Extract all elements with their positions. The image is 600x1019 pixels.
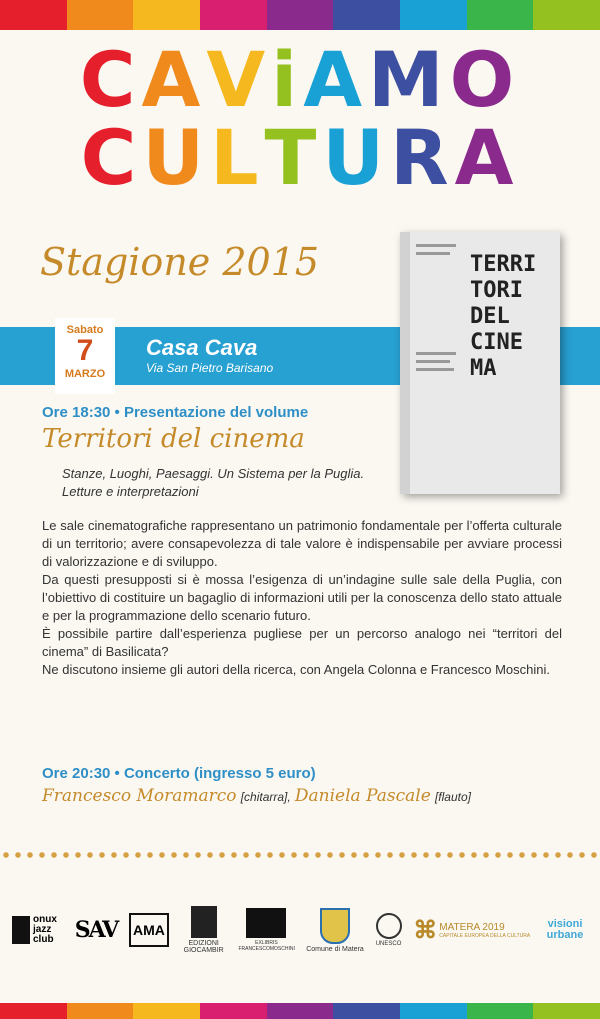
description-paragraph: Da questi presupposti si è mossa l’esigenza di un’indagine sulle sale della Puglia, con l’obiettivo di costituire un bagaglio di informazioni utili per la conoscenza dello stato attuale e per la programmazione dello scenario futuro. [42,572,562,623]
moschini-mark-icon [246,908,286,938]
title-letter: A [141,35,207,124]
title-letter: M [368,35,450,124]
onyx-logo-text: onux jazz club [33,914,57,945]
ama-logo-text: AMA [129,913,169,947]
comune-di-matera-logo [306,908,364,953]
title-letter: V [206,35,272,124]
venue-info [146,335,273,375]
book-subtitle-line1: Stanze, Luoghi, Paesaggi. Un Sistema per la Puglia. [62,466,365,481]
bottom-color-stripes [0,1003,600,1019]
book-cover-image [400,232,560,494]
ama-logo [129,913,169,947]
edizioni-logo [181,906,227,954]
sav-logo [75,917,117,943]
title-letter: C [79,35,142,124]
unesco-logo-text: UNESCO [375,941,402,947]
color-stripe [333,1003,400,1019]
book-cover-title-line: MA [470,356,497,381]
unesco-emblem-icon [376,913,402,939]
book-cover-title-line: CINE [470,330,523,355]
title-letter: U [322,113,391,202]
unesco-logo [376,913,402,947]
event-description [42,517,562,679]
title-letter: R [390,113,455,202]
title-letter: L [210,113,265,202]
visioni-logo-text: visioni urbane [546,918,584,941]
matera-logo-subtext: CAPITALE EUROPEA DELLA CULTURA [439,932,531,939]
moschini-logo [238,908,294,952]
color-stripe [267,1003,334,1019]
title-letter: O [449,35,521,124]
book-cover-title-line: DEL [470,304,510,329]
edizioni-logo-text: EDIZIONI GIOCAMBIR [183,940,224,954]
color-stripe [67,1003,134,1019]
book-title: Territori del cinema [42,424,305,454]
date-month: MARZO [64,368,106,380]
performer-instrument: [flauto] [434,790,471,804]
book-cover-text-block [416,352,456,355]
title-letter: T [264,113,323,202]
onyx-jazz-club-logo [12,915,63,945]
date-badge [55,318,115,394]
performer-name: Francesco Moramarco [42,786,237,806]
color-stripe [200,1003,267,1019]
color-stripe [533,1003,600,1019]
venue-address: Via San Pietro Barisano [146,361,274,375]
title-letter: i [271,35,304,124]
description-paragraph: Le sale cinematografiche rappresentano un patrimonio fondamentale per l’offerta culturale di un territorio; avere consapevolezza di tale valore è indispensabile per avviare processi di valorizzazione e di sviluppo. [42,518,562,569]
color-stripe [400,1003,467,1019]
title-caviamo [0,35,600,124]
book-cover-title [470,252,536,382]
performer-name: Daniela Pascale [294,786,431,806]
edizioni-mark-icon [191,906,217,938]
matera-mark-icon: ⌘ [413,916,438,944]
title-cultura [0,113,600,202]
description-paragraph: Ne discutono insieme gli autori della ricerca, con Angela Colonna e Francesco Moschini. [42,662,550,677]
performer-instrument: [chitarra], [240,790,291,804]
book-cover-title-line: TERRI [470,252,537,277]
date-day: 7 [76,334,94,367]
venue-name: Casa Cava [146,335,258,360]
book-cover-title-line: TORI [470,278,523,303]
sav-logo-text: SAV [74,917,118,943]
book-cover-text-block [416,368,454,371]
coat-of-arms-icon [320,908,350,944]
book-cover-text-block [416,252,450,255]
title-letter: C [80,113,143,202]
onyx-mark-icon [12,916,30,944]
dotted-divider [0,850,600,860]
book-subtitle-line2: Letture e interpretazioni [62,484,199,499]
matera-logo-text: MATERA 2019 [439,921,505,933]
book-subtitle [62,465,364,501]
book-cover-text-block [416,244,456,247]
moschini-logo-text: EXLIBRIS FRANCESCOMOSCHINI [238,940,295,952]
event1-heading: Ore 18:30 • Presentazione del volume [42,404,309,421]
title-letter: U [142,113,211,202]
comune-logo-text: Comune di Matera [306,945,364,953]
color-stripe [133,1003,200,1019]
title-letter: A [454,113,520,202]
season-label: Stagione 2015 [40,240,320,284]
book-cover-text-block [416,360,450,363]
visioni-urbane-logo [542,919,588,941]
color-stripe [467,1003,534,1019]
event2-heading: Ore 20:30 • Concerto (ingresso 5 euro) [42,765,316,782]
date-weekday: Sabato [66,324,104,336]
sponsor-logos [12,895,588,965]
description-paragraph: È possibile partire dall’esperienza pugliese per un percorso analogo nei “territori del cinema” di Basilicata? [42,626,562,659]
title-letter: A [303,35,369,124]
matera-2019-logo [413,916,530,945]
performers [42,786,471,806]
color-stripe [0,1003,67,1019]
